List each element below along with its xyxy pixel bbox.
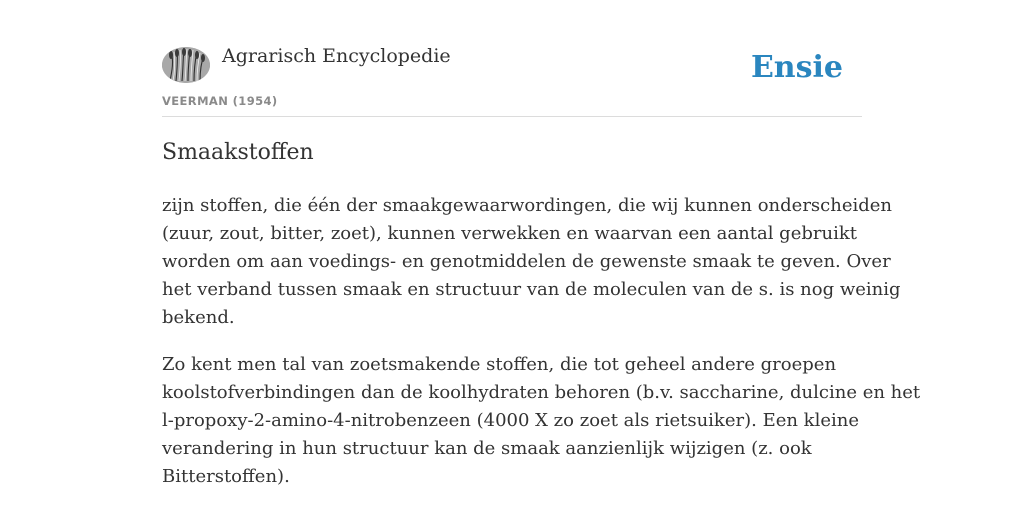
paragraph-line: het verband tussen smaak en structuur van de moleculen van de s. is nog weinig bbox=[162, 279, 901, 300]
wheat-logo-icon[interactable] bbox=[162, 47, 210, 83]
paragraph-line: bekend. bbox=[162, 307, 235, 328]
article-page bbox=[162, 0, 921, 487]
ensie-brand-link[interactable]: Ensie bbox=[750, 50, 843, 85]
page-header bbox=[162, 0, 862, 117]
edition-label: VEERMAN (1954) bbox=[162, 94, 278, 108]
paragraph-line: (zuur, zout, bitter, zoet), kunnen verwekken en waarvan een aantal gebruikt bbox=[162, 223, 857, 244]
paragraph-line: verandering in hun structuur kan de smaak aanzienlijk wijzigen (z. ook bbox=[162, 438, 812, 459]
paragraph-line: l-propoxy-2-amino-4-nitrobenzeen (4000 X zo zoet als rietsuiker). Een kleine bbox=[162, 410, 859, 431]
article-paragraph bbox=[162, 351, 921, 491]
article-title: Smaakstoffen bbox=[162, 140, 314, 165]
paragraph-line: koolstofverbindingen dan de koolhydraten behoren (b.v. saccharine, dulcine en het bbox=[162, 382, 921, 403]
paragraph-line: worden om aan voedings- en genotmiddelen de gewenste smaak te geven. Over bbox=[162, 251, 891, 272]
article-paragraph bbox=[162, 192, 901, 332]
paragraph-line: Bitterstoffen). bbox=[162, 466, 290, 487]
paragraph-line: Zo kent men tal van zoetsmakende stoffen, die tot geheel andere groepen bbox=[162, 354, 837, 375]
paragraph-line: zijn stoffen, die één der smaakgewaarwordingen, die wij kunnen onderscheiden bbox=[162, 195, 893, 216]
encyclopedia-title[interactable]: Agrarisch Encyclopedie bbox=[222, 45, 451, 67]
